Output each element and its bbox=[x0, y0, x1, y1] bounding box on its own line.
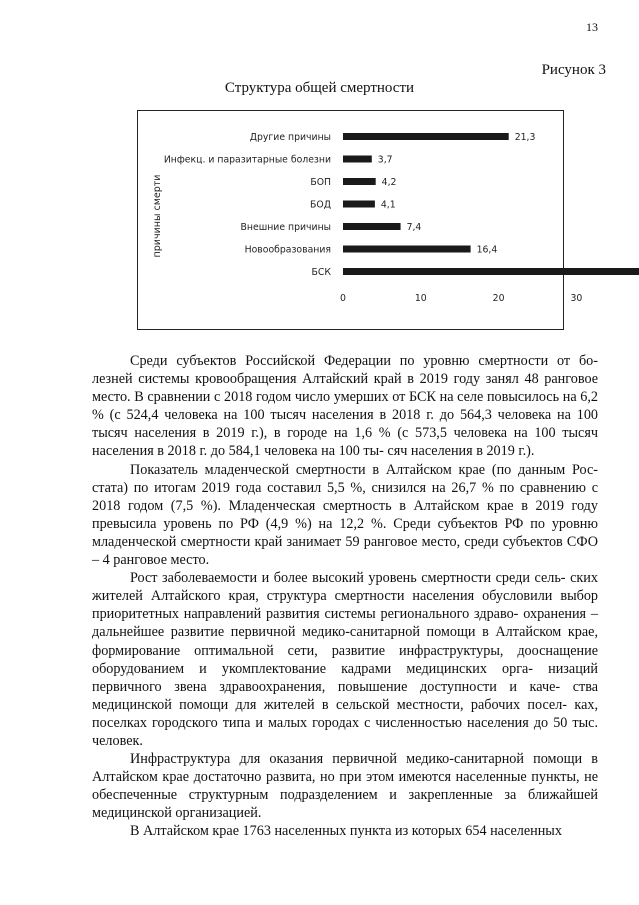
text-line: охранения – дальнейшее развитие первичной медико-санитарной помощи в bbox=[92, 606, 599, 641]
y-axis-title: причины смерти bbox=[152, 174, 163, 258]
text-line: В Алтайском крае 1763 населенных пункта из которых 654 населенных bbox=[130, 823, 562, 840]
body-text bbox=[92, 352, 598, 841]
paragraph bbox=[92, 352, 598, 461]
category-label: БОД bbox=[310, 199, 331, 211]
figure-title: Структура общей смертности bbox=[224, 80, 415, 96]
text-line: 2018 годом (7,5 %). Младенческая смертность в Алтайском крае в 2019 году bbox=[92, 497, 598, 514]
data-label: 16,4 bbox=[476, 244, 498, 256]
data-label: 21,3 bbox=[514, 131, 536, 143]
text-line: низаций первичного звена здравоохранения, повышение доступности и каче- bbox=[92, 660, 598, 695]
text-line: дооснащение оборудованием и укомплектование кадрами медицинских орга- bbox=[92, 642, 598, 677]
bar bbox=[343, 178, 376, 185]
text-line: лезней системы кровообращения Алтайский край в 2019 году занял bbox=[92, 371, 519, 388]
page-number: 13 bbox=[586, 20, 598, 34]
paragraph bbox=[92, 461, 598, 570]
text-line: Инфраструктура для оказания первичной медико-санитарной помощи в bbox=[130, 751, 598, 768]
text-line: Рост заболеваемости и более высокий уровень смертности среди сель- bbox=[130, 570, 566, 587]
text-line: ства медицинской помощи для жителей в сельской местности, рабочих посел- bbox=[92, 678, 599, 713]
bar bbox=[343, 223, 401, 230]
data-label: 4,1 bbox=[380, 199, 396, 211]
data-label: 7,4 bbox=[406, 221, 422, 233]
data-label: 4,2 bbox=[381, 176, 397, 188]
bar bbox=[343, 201, 375, 208]
bar bbox=[343, 156, 372, 163]
paragraph bbox=[92, 822, 598, 840]
category-label: Новообразования bbox=[244, 244, 331, 256]
data-label: 3,7 bbox=[377, 154, 393, 166]
x-tick-label: 20 bbox=[492, 293, 505, 304]
category-label: БОП bbox=[310, 176, 331, 188]
category-label: Другие причины bbox=[249, 131, 331, 143]
text-line: стата) по итогам 2019 года составил 5,5 %, снизился на 26,7 % по сравнению с bbox=[92, 479, 598, 496]
text-line: не обеспеченные структурным подразделением и закрепленные за ближайшей bbox=[92, 769, 599, 804]
text-line: Алтайском крае, формирование оптимальной сети, развитие инфраструктуры, bbox=[92, 624, 598, 659]
text-line: ках, поселках городского типа и малых городах с численностью населения до bbox=[92, 696, 599, 731]
x-tick-label: 30 bbox=[570, 293, 583, 304]
text-line: ских жителей Алтайского края, структура смертности населения обусловили bbox=[92, 570, 598, 605]
category-label: Внешние причины bbox=[240, 221, 331, 233]
bar bbox=[343, 246, 471, 253]
paragraph bbox=[92, 569, 598, 750]
text-line: Алтайском крае достаточно развита, но при этом имеются населенные пункты, bbox=[92, 769, 580, 786]
text-line: сяч населения в 2019 г.). bbox=[387, 443, 535, 460]
bar bbox=[343, 268, 639, 275]
figure-label: Рисунок 3 bbox=[541, 62, 606, 78]
bar bbox=[343, 133, 509, 140]
text-line: 50 тыс. человек. bbox=[92, 714, 599, 749]
category-label: Инфекц. и паразитарные болезни bbox=[163, 154, 331, 166]
text-line: превысила уровень по РФ (4,9 %) на 12,2 %. Среди субъектов РФ по уровню bbox=[92, 515, 598, 532]
paragraph bbox=[92, 750, 598, 822]
chart-svg bbox=[138, 111, 583, 331]
category-label: БСК bbox=[311, 266, 331, 278]
text-line: 48 ранговое место. В сравнении с 2018 годом число умерших от БСК на селе bbox=[92, 371, 599, 406]
text-line: младенческой смертности край занимает 59 ранговое место, среди субъектов bbox=[92, 533, 563, 550]
x-tick-label: 10 bbox=[414, 293, 427, 304]
x-tick-label: 0 bbox=[340, 293, 346, 304]
text-line: медицинской организацией. bbox=[92, 805, 262, 822]
text-line: повысилось на 6,2 % (с 524,4 человека на 100 тысяч населения в 2018 г. до bbox=[92, 389, 598, 424]
text-line: Показатель младенческой смертности в Алтайском крае (по данным Рос- bbox=[130, 461, 598, 478]
text-line: 564,3 человека на 100 тысяч населения в 2019 г.), в городе на 1,6 % bbox=[92, 407, 599, 442]
text-line: Среди субъектов Российской Федерации по уровню смертности от бо- bbox=[130, 353, 598, 369]
text-line: (с 573,5 человека на 100 тысяч населения в 2018 г. до 584,1 человека на 100 ты- bbox=[92, 425, 598, 460]
mortality-structure-chart bbox=[137, 110, 583, 330]
text-line: выбор приоритетных направлений развития системы регионального здраво- bbox=[92, 588, 599, 623]
text-line: СФО – 4 ранговое место. bbox=[92, 533, 598, 569]
